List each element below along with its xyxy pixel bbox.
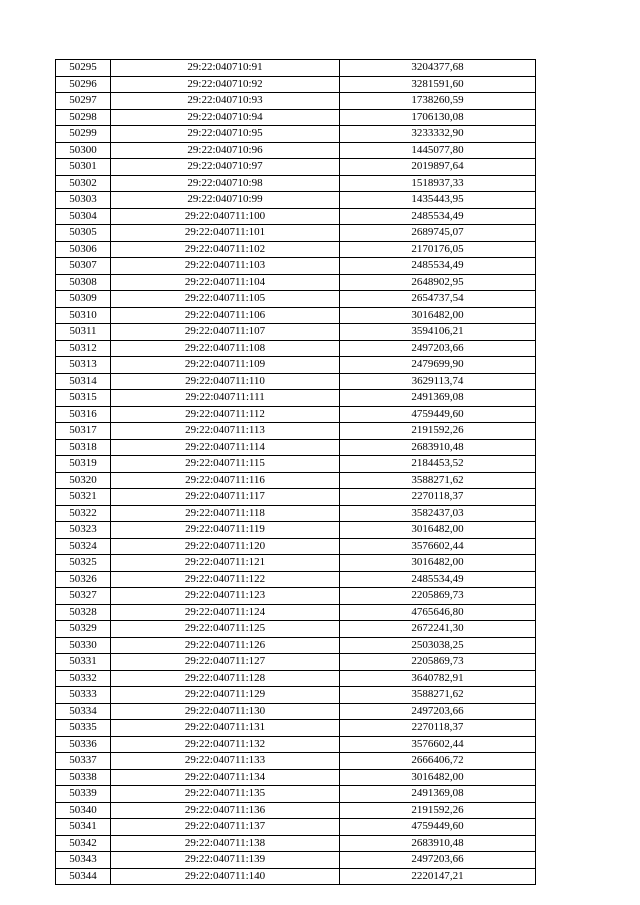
table-row: [56, 786, 536, 803]
row-number-cell: 50332: [56, 670, 111, 687]
table-row: [56, 390, 536, 407]
value-cell: 2485534,49: [340, 208, 536, 225]
table-row: [56, 654, 536, 671]
cadastral-number-cell: 29:22:040710:97: [111, 159, 340, 176]
cadastral-number-cell: 29:22:040711:103: [111, 258, 340, 275]
cadastral-number-cell: 29:22:040711:117: [111, 489, 340, 506]
table-row: [56, 274, 536, 291]
cadastral-number-cell: 29:22:040710:93: [111, 93, 340, 110]
value-cell: 2485534,49: [340, 571, 536, 588]
table-row: [56, 291, 536, 308]
table-row: [56, 538, 536, 555]
value-cell: 3281591,60: [340, 76, 536, 93]
table-row: [56, 192, 536, 209]
row-number-cell: 50310: [56, 307, 111, 324]
cadastral-number-cell: 29:22:040711:100: [111, 208, 340, 225]
row-number-cell: 50331: [56, 654, 111, 671]
cadastral-number-cell: 29:22:040711:113: [111, 423, 340, 440]
table-row: [56, 142, 536, 159]
table-row: [56, 769, 536, 786]
value-cell: 2497203,66: [340, 852, 536, 869]
value-cell: 1738260,59: [340, 93, 536, 110]
cadastral-number-cell: 29:22:040711:140: [111, 868, 340, 885]
value-cell: 2497203,66: [340, 703, 536, 720]
document-table-container: [55, 59, 535, 885]
row-number-cell: 50307: [56, 258, 111, 275]
cadastral-number-cell: 29:22:040711:109: [111, 357, 340, 374]
value-cell: 3594106,21: [340, 324, 536, 341]
row-number-cell: 50297: [56, 93, 111, 110]
row-number-cell: 50311: [56, 324, 111, 341]
cadastral-number-cell: 29:22:040710:95: [111, 126, 340, 143]
cadastral-number-cell: 29:22:040711:132: [111, 736, 340, 753]
row-number-cell: 50343: [56, 852, 111, 869]
value-cell: 1706130,08: [340, 109, 536, 126]
value-cell: 1445077,80: [340, 142, 536, 159]
cadastral-number-cell: 29:22:040711:104: [111, 274, 340, 291]
cadastral-number-cell: 29:22:040711:106: [111, 307, 340, 324]
cadastral-number-cell: 29:22:040710:98: [111, 175, 340, 192]
value-cell: 2672241,30: [340, 621, 536, 638]
row-number-cell: 50300: [56, 142, 111, 159]
row-number-cell: 50302: [56, 175, 111, 192]
table-row: [56, 868, 536, 885]
value-cell: 2191592,26: [340, 423, 536, 440]
table-row: [56, 159, 536, 176]
value-cell: 2270118,37: [340, 489, 536, 506]
row-number-cell: 50329: [56, 621, 111, 638]
cadastral-number-cell: 29:22:040711:129: [111, 687, 340, 704]
table-row: [56, 835, 536, 852]
cadastral-number-cell: 29:22:040711:115: [111, 456, 340, 473]
cadastral-number-cell: 29:22:040711:125: [111, 621, 340, 638]
value-cell: 3640782,91: [340, 670, 536, 687]
table-row: [56, 241, 536, 258]
value-cell: 3576602,44: [340, 736, 536, 753]
value-cell: 1518937,33: [340, 175, 536, 192]
value-cell: 2666406,72: [340, 753, 536, 770]
table-row: [56, 637, 536, 654]
cadastral-number-cell: 29:22:040711:136: [111, 802, 340, 819]
row-number-cell: 50334: [56, 703, 111, 720]
cadastral-number-cell: 29:22:040711:134: [111, 769, 340, 786]
row-number-cell: 50338: [56, 769, 111, 786]
table-row: [56, 76, 536, 93]
value-cell: 4759449,60: [340, 406, 536, 423]
value-cell: 2654737,54: [340, 291, 536, 308]
cadastral-number-cell: 29:22:040711:121: [111, 555, 340, 572]
value-cell: 3576602,44: [340, 538, 536, 555]
row-number-cell: 50333: [56, 687, 111, 704]
value-cell: 3016482,00: [340, 307, 536, 324]
row-number-cell: 50323: [56, 522, 111, 539]
value-cell: 3582437,03: [340, 505, 536, 522]
value-cell: 2184453,52: [340, 456, 536, 473]
cadastral-number-cell: 29:22:040711:137: [111, 819, 340, 836]
table-body: [56, 60, 536, 885]
value-cell: 2479699,90: [340, 357, 536, 374]
row-number-cell: 50339: [56, 786, 111, 803]
value-cell: 2491369,08: [340, 786, 536, 803]
row-number-cell: 50315: [56, 390, 111, 407]
table-row: [56, 588, 536, 605]
table-row: [56, 439, 536, 456]
row-number-cell: 50296: [56, 76, 111, 93]
cadastral-number-cell: 29:22:040711:130: [111, 703, 340, 720]
row-number-cell: 50318: [56, 439, 111, 456]
row-number-cell: 50308: [56, 274, 111, 291]
table-row: [56, 109, 536, 126]
cadastral-number-cell: 29:22:040711:116: [111, 472, 340, 489]
value-cell: 4765646,80: [340, 604, 536, 621]
row-number-cell: 50304: [56, 208, 111, 225]
cadastral-number-cell: 29:22:040711:111: [111, 390, 340, 407]
row-number-cell: 50340: [56, 802, 111, 819]
cadastral-number-cell: 29:22:040711:127: [111, 654, 340, 671]
table-row: [56, 324, 536, 341]
table-row: [56, 621, 536, 638]
table-row: [56, 340, 536, 357]
row-number-cell: 50320: [56, 472, 111, 489]
row-number-cell: 50303: [56, 192, 111, 209]
cadastral-number-cell: 29:22:040711:124: [111, 604, 340, 621]
row-number-cell: 50325: [56, 555, 111, 572]
value-cell: 2683910,48: [340, 835, 536, 852]
row-number-cell: 50322: [56, 505, 111, 522]
table-row: [56, 736, 536, 753]
value-cell: 3629113,74: [340, 373, 536, 390]
table-row: [56, 555, 536, 572]
table-row: [56, 489, 536, 506]
row-number-cell: 50342: [56, 835, 111, 852]
table-row: [56, 720, 536, 737]
value-cell: 2485534,49: [340, 258, 536, 275]
cadastral-number-cell: 29:22:040711:122: [111, 571, 340, 588]
table-row: [56, 456, 536, 473]
cadastral-number-cell: 29:22:040710:92: [111, 76, 340, 93]
value-cell: 2503038,25: [340, 637, 536, 654]
cadastral-number-cell: 29:22:040711:128: [111, 670, 340, 687]
cadastral-number-cell: 29:22:040710:99: [111, 192, 340, 209]
row-number-cell: 50305: [56, 225, 111, 242]
row-number-cell: 50295: [56, 60, 111, 77]
table-row: [56, 357, 536, 374]
value-cell: 3588271,62: [340, 687, 536, 704]
value-cell: 1435443,95: [340, 192, 536, 209]
value-cell: 2191592,26: [340, 802, 536, 819]
cadastral-number-cell: 29:22:040711:101: [111, 225, 340, 242]
row-number-cell: 50309: [56, 291, 111, 308]
row-number-cell: 50326: [56, 571, 111, 588]
row-number-cell: 50306: [56, 241, 111, 258]
table-row: [56, 225, 536, 242]
cadastral-number-cell: 29:22:040711:138: [111, 835, 340, 852]
row-number-cell: 50298: [56, 109, 111, 126]
row-number-cell: 50324: [56, 538, 111, 555]
cadastral-number-cell: 29:22:040711:126: [111, 637, 340, 654]
cadastral-number-cell: 29:22:040711:135: [111, 786, 340, 803]
cadastral-number-cell: 29:22:040710:96: [111, 142, 340, 159]
table-row: [56, 571, 536, 588]
table-row: [56, 208, 536, 225]
table-row: [56, 505, 536, 522]
table-row: [56, 819, 536, 836]
value-cell: 2491369,08: [340, 390, 536, 407]
table-row: [56, 753, 536, 770]
table-row: [56, 93, 536, 110]
value-cell: 2648902,95: [340, 274, 536, 291]
table-row: [56, 126, 536, 143]
table-row: [56, 802, 536, 819]
table-row: [56, 703, 536, 720]
table-row: [56, 258, 536, 275]
row-number-cell: 50344: [56, 868, 111, 885]
value-cell: 3016482,00: [340, 522, 536, 539]
table-row: [56, 852, 536, 869]
value-cell: 2170176,05: [340, 241, 536, 258]
row-number-cell: 50312: [56, 340, 111, 357]
cadastral-number-cell: 29:22:040711:114: [111, 439, 340, 456]
table-row: [56, 670, 536, 687]
value-cell: 2220147,21: [340, 868, 536, 885]
cadastral-number-cell: 29:22:040711:123: [111, 588, 340, 605]
cadastral-number-cell: 29:22:040711:119: [111, 522, 340, 539]
cadastral-number-cell: 29:22:040711:105: [111, 291, 340, 308]
cadastral-number-cell: 29:22:040710:94: [111, 109, 340, 126]
row-number-cell: 50336: [56, 736, 111, 753]
value-cell: 2683910,48: [340, 439, 536, 456]
cadastral-number-cell: 29:22:040711:108: [111, 340, 340, 357]
table-row: [56, 307, 536, 324]
row-number-cell: 50313: [56, 357, 111, 374]
cadastral-number-cell: 29:22:040711:139: [111, 852, 340, 869]
table-row: [56, 472, 536, 489]
value-cell: 3233332,90: [340, 126, 536, 143]
cadastral-number-cell: 29:22:040711:110: [111, 373, 340, 390]
value-cell: 3204377,68: [340, 60, 536, 77]
cadastral-number-cell: 29:22:040711:102: [111, 241, 340, 258]
row-number-cell: 50321: [56, 489, 111, 506]
value-cell: 4759449,60: [340, 819, 536, 836]
table-row: [56, 406, 536, 423]
row-number-cell: 50299: [56, 126, 111, 143]
row-number-cell: 50330: [56, 637, 111, 654]
table-row: [56, 423, 536, 440]
value-cell: 3588271,62: [340, 472, 536, 489]
cadastral-number-cell: 29:22:040711:107: [111, 324, 340, 341]
row-number-cell: 50328: [56, 604, 111, 621]
table-row: [56, 373, 536, 390]
table-row: [56, 604, 536, 621]
row-number-cell: 50319: [56, 456, 111, 473]
table-row: [56, 175, 536, 192]
value-cell: 3016482,00: [340, 769, 536, 786]
value-cell: 2205869,73: [340, 588, 536, 605]
cadastral-number-cell: 29:22:040710:91: [111, 60, 340, 77]
cadastral-number-cell: 29:22:040711:112: [111, 406, 340, 423]
cadastral-value-table: [55, 59, 536, 885]
cadastral-number-cell: 29:22:040711:120: [111, 538, 340, 555]
table-row: [56, 60, 536, 77]
table-row: [56, 522, 536, 539]
row-number-cell: 50337: [56, 753, 111, 770]
value-cell: 2205869,73: [340, 654, 536, 671]
value-cell: 2270118,37: [340, 720, 536, 737]
row-number-cell: 50316: [56, 406, 111, 423]
cadastral-number-cell: 29:22:040711:133: [111, 753, 340, 770]
cadastral-number-cell: 29:22:040711:118: [111, 505, 340, 522]
value-cell: 3016482,00: [340, 555, 536, 572]
row-number-cell: 50317: [56, 423, 111, 440]
row-number-cell: 50327: [56, 588, 111, 605]
cadastral-number-cell: 29:22:040711:131: [111, 720, 340, 737]
value-cell: 2497203,66: [340, 340, 536, 357]
value-cell: 2689745,07: [340, 225, 536, 242]
table-row: [56, 687, 536, 704]
row-number-cell: 50314: [56, 373, 111, 390]
row-number-cell: 50301: [56, 159, 111, 176]
value-cell: 2019897,64: [340, 159, 536, 176]
row-number-cell: 50335: [56, 720, 111, 737]
row-number-cell: 50341: [56, 819, 111, 836]
